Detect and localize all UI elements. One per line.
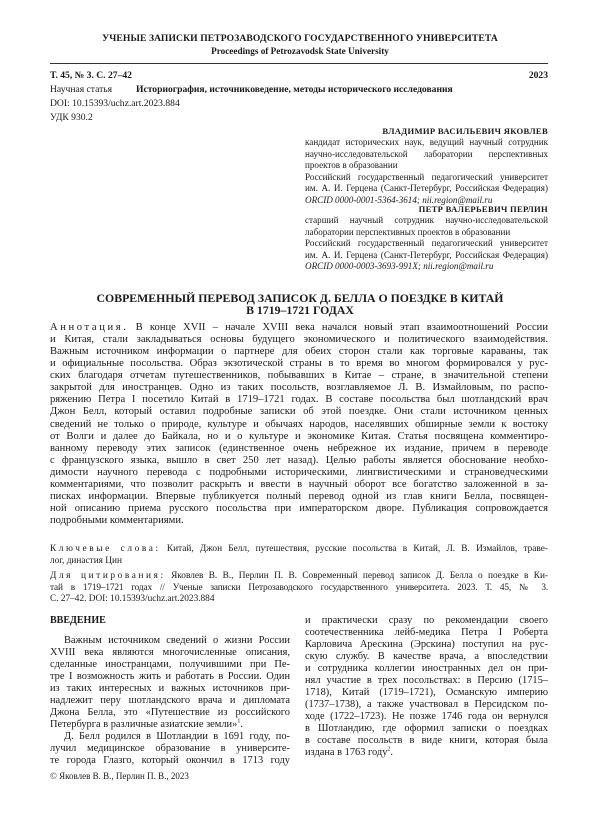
- abstract-text: В конце XVII – начале XVIII века начался новый этап взаимоотношений России: [135, 322, 548, 333]
- abstract-line: писках информации. Впервые публикуется полный перевод одной из глав книги Белла, посвящен-: [50, 490, 548, 502]
- citation-line: тай в 1719–1721 годах // Ученые записки Петрозаводского государственного университета. 2023. Т. 45, № 3.: [50, 582, 548, 593]
- keywords-line: [50, 544, 548, 556]
- abstract-line: ной описанию приема русского посольства при императорском дворе. Публикация сопровождается: [50, 502, 548, 514]
- body-text: Петербурга в различные азиатские земли»: [50, 719, 238, 730]
- body-line: Д. Белл родился в Шотландии в 1691 году, по-: [64, 731, 290, 742]
- keywords-line: лог, династия Цин: [50, 555, 122, 566]
- doi[interactable]: DOI: 10.15393/uchz.art.2023.884: [50, 98, 180, 109]
- section-heading: ВВЕДЕНИЕ: [50, 615, 106, 626]
- abstract-line: ских благодаря отчетам путешественников, побывавших в Китае – стране, в значительной степени: [50, 370, 548, 382]
- affiliation-line: проектов в образовании: [305, 160, 398, 170]
- footnote-ref[interactable]: 1: [237, 718, 241, 725]
- body-line: ходе (1722–1723). Не позже 1746 года он вернулся: [305, 711, 548, 722]
- author-orcid-email[interactable]: ORCID 0000-0003-3693-991X; nii.region@mail.ru: [305, 261, 494, 271]
- journal-title: УЧЕНЫЕ ЗАПИСКИ ПЕТРОЗАВОДСКОГО ГОСУДАРСТВЕННОГО УНИВЕРСИТЕТА: [102, 33, 498, 44]
- udk: УДК 930.2: [50, 112, 93, 123]
- citation: [50, 571, 548, 606]
- author-affiliation: [305, 215, 548, 273]
- body-line: в Шотландию, где оформил записки о поездках: [305, 723, 548, 734]
- body-line: (1737–1738), а также участвовал в Персидском по-: [305, 699, 548, 710]
- article-section: Историография, источниковедение, методы исторического исследования: [136, 84, 453, 95]
- body-line: Петербурга в различные азиатские земли»$^1$.: [50, 718, 243, 730]
- citation-line: С. 27–42. DOI: 10.15393/uchz.art.2023.884: [50, 594, 215, 604]
- author-affiliation: [305, 137, 548, 206]
- body-line: сделанные иностранцами, получившими при Пе-: [50, 659, 290, 670]
- affiliation-line: научно-исследовательской лаборатории перспективных: [305, 148, 548, 159]
- article-title: СОВРЕМЕННЫЙ ПЕРЕВОД ЗАПИСОК Д. БЕЛЛА О ПОЕЗДКЕ В КИТАЙ: [96, 291, 504, 305]
- affiliation-line: Российский государственный педагогический университет: [305, 171, 548, 182]
- body-line: и практически сразу по рекомендации своего: [305, 615, 548, 626]
- abstract-line: закрытой для иностранцев. Одно из таких посольств, возглавляемое Л. В. Измайловым, по распо-: [50, 382, 548, 394]
- body-line: Важным источником сведений о жизни России: [64, 635, 290, 646]
- abstract-label: Аннотация.: [50, 322, 129, 333]
- abstract-line: Важным источником информации о партнере для обеих сторон стали как торговые караваны, так: [50, 346, 548, 358]
- citation-line: [50, 571, 548, 583]
- affiliation-line: лаборатории перспективных проектов в образовании: [305, 226, 511, 237]
- issue-info: Т. 45, № 3. С. 27–42: [50, 70, 132, 81]
- author-orcid-email[interactable]: ORCID 0000-0001-5364-3614; nii.region@mail.ru: [305, 194, 493, 205]
- keywords: [50, 544, 548, 567]
- affiliation-line: им. А. И. Герцена (Санкт-Петербург, Российская Федерация): [305, 183, 548, 193]
- citation-label: Для цитирования:: [50, 571, 166, 581]
- article-type: Научная статья: [50, 84, 113, 95]
- affiliation-line: старший научный сотрудник научно-исследовательской: [305, 215, 548, 225]
- body-line: XVIII века являются многочисленные описания,: [50, 647, 290, 658]
- author-name: ВЛАДИМИР ВАСИЛЬЕВИЧ ЯКОВЛЕВ: [382, 126, 548, 136]
- left-column: [50, 635, 290, 767]
- abstract-line: от Волги и далее до Байкала, но и о культуре и экономике Китая. Статья посвящена комментиро-: [50, 430, 548, 442]
- body-line: из таких интересных и важных источников при-: [50, 683, 290, 694]
- header-divider: [50, 63, 548, 64]
- abstract-line: ванному переводу этих записок (единственное очень небрежное их издание, причем в переводе: [50, 442, 548, 454]
- affiliation-line: Российский государственный педагогический университет: [305, 238, 548, 248]
- abstract-line: подробными комментариями.: [50, 515, 184, 526]
- right-column: [305, 615, 548, 759]
- journal-title-en: Proceedings of Petrozavodsk State University: [211, 46, 389, 56]
- abstract-line: и официальные посольства. Образ экзотической страны в то время во многом формировался у рус-: [50, 358, 548, 370]
- body-line: Карловича Арескина (Эрскина) поступил на рус-: [305, 639, 548, 650]
- keywords-text: Китай, Джон Белл, путешествия, русские посольства в Китай, Л. В. Измайлов, траве-: [166, 544, 548, 554]
- abstract-line: ряжению Петра I посетило Китай в 1719–1721 годах. В составе посольства был шотландский врач: [50, 394, 548, 406]
- body-line: в составе посольств в виде книги, которая была: [305, 735, 548, 746]
- affiliation-line: им. А. И. Герцена (Санкт-Петербург, Российская Федерация): [305, 249, 548, 260]
- body-line: надлежит перу шотландского врача и дипломата: [50, 695, 290, 706]
- body-line: нял участие в трех посольствах: в Персию (1715–: [305, 675, 548, 686]
- abstract-line: и Китая, стали закладываться основы будущего экономического и политического взаимодействия.: [50, 334, 548, 346]
- body-line: тре I возможность жить и работать в России. Один: [50, 671, 290, 682]
- abstract-line: с французского языка, вышло в свет 250 лет назад). Целью работы является обоснование необхо-: [50, 454, 548, 466]
- author-name: ПЕТР ВАЛЕРЬЕВИЧ ПЕРЛИН: [418, 204, 548, 214]
- body-text: издана в 1763 году: [305, 747, 388, 758]
- abstract-line: комментариями, что позволит раскрыть и ввести в научный оборот все богатство заложенной в за-: [50, 478, 548, 490]
- body-line: издана в 1763 году$^2$.: [305, 746, 394, 758]
- affiliation-line: кандидат исторических наук, ведущий научный сотрудник: [305, 137, 548, 147]
- citation-text: Яковлев В. В., Перлин П. В. Современный перевод записок Д. Белла о поездке в Ки-: [171, 571, 548, 581]
- keywords-label: Ключевые слова:: [50, 544, 161, 554]
- body-line: 1718), Китай (1719–1721), Османскую империю: [305, 687, 548, 698]
- abstract: [50, 322, 548, 527]
- body-line: Джона Белла, это «Путешествие из российского: [50, 707, 290, 718]
- abstract-line: сведений не только о природе, культуре и обычаях народов, населявших обширные земли к востоку: [50, 418, 548, 430]
- body-line: соотечественника лейб-медика Петра I Роберта: [305, 627, 548, 638]
- body-line: те города Глазго, который окончил в 1713 году: [50, 755, 290, 766]
- abstract-line: димости научного перевода с подробными историческими, лингвистическими и страноведческими: [50, 466, 548, 478]
- article-title: В 1719–1721 ГОДАХ: [246, 303, 354, 317]
- issue-year: 2023: [528, 70, 548, 81]
- abstract-line: [50, 322, 548, 334]
- body-line: и сотрудника коллегии иностранных дел он при-: [305, 663, 548, 674]
- abstract-line: Джон Белл, который оставил подробные записки об этой поездке. Они стали источником ценных: [50, 406, 548, 418]
- copyright: © Яковлев В. В., Перлин П. В., 2023: [50, 771, 189, 781]
- body-line: скую службу. В качестве врача, а впоследствии: [305, 651, 548, 662]
- footnote-ref[interactable]: 2: [387, 746, 391, 753]
- body-line: лучил медицинское образование в университе-: [50, 743, 290, 754]
